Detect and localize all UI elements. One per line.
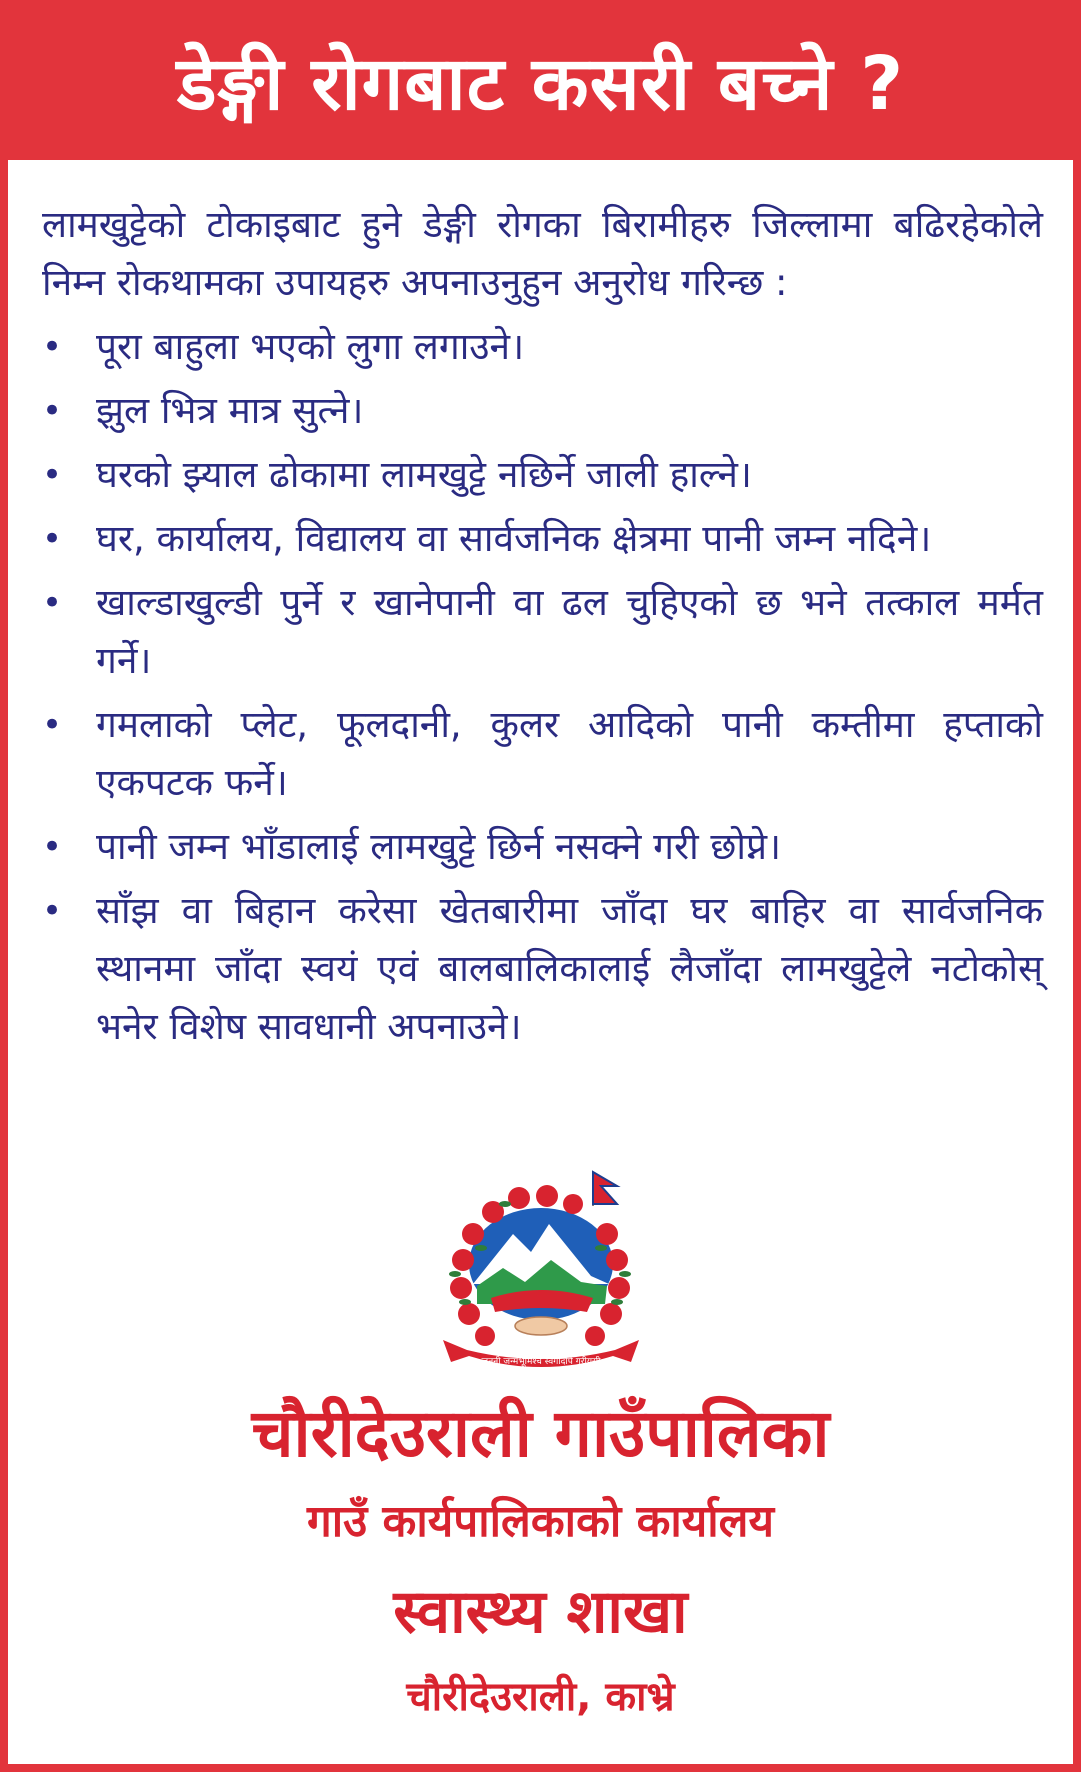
notice-intro: लामखुट्टेको टोकाइबाट हुने डेङ्गी रोगका बिरामीहरु जिल्लामा बढिरहेकोले निम्न रोकथामका उपायहरु अपनाउनुहुन अनुरोध गरिन्छ :: [42, 203, 1043, 304]
notice-panel: [8, 160, 1073, 1764]
tip-item: [42, 382, 1043, 440]
tip-item: [42, 882, 1043, 1056]
organization-block: [8, 1386, 1073, 1732]
emblem-container: [8, 1164, 1073, 1384]
tip-item: [42, 510, 1043, 568]
tips-list: [42, 318, 1043, 1056]
emblem-motto: जननी जन्मभूमिश्च स्वर्गादपि गरीयसी: [481, 1357, 600, 1367]
bullet-icon: •: [42, 455, 63, 495]
poster-header: [8, 0, 1073, 160]
bullet-icon: •: [42, 583, 63, 623]
tip-item: [42, 696, 1043, 812]
nepal-emblem-icon: [421, 1164, 661, 1384]
tip-text: घरको झ्याल ढोकामा लामखुट्टे नछिर्ने जाली हाल्ने।: [96, 453, 752, 496]
tip-text: घर, कार्यालय, विद्यालय वा सार्वजनिक क्षेत्रमा पानी जम्न नदिने।: [96, 517, 932, 560]
bullet-icon: •: [42, 891, 63, 931]
tip-text: पूरा बाहुला भएको लुगा लगाउने।: [96, 325, 525, 368]
tip-item: [42, 574, 1043, 690]
branch-name: स्वास्थ्य शाखा: [393, 1577, 688, 1647]
poster-title: डेङ्गी रोगबाट कसरी बच्ने ?: [176, 40, 905, 127]
tip-text: गमलाको प्लेट, फूलदानी, कुलर आदिको पानी कम्तीमा हप्ताको एकपटक फर्ने।: [96, 703, 1043, 804]
tip-text: खाल्डाखुल्डी पुर्ने र खानेपानी वा ढल चुहिएको छ भने तत्काल मर्मत गर्ने।: [96, 581, 1043, 682]
office-name: गाउँ कार्यपालिकाको कार्यालय: [306, 1496, 775, 1547]
bullet-icon: •: [42, 327, 63, 367]
tip-text: पानी जम्न भाँडालाई लामखुट्टे छिर्न नसक्ने गरी छोप्ने।: [96, 825, 782, 868]
handshake-icon: [515, 1317, 567, 1335]
flag-icon: [593, 1172, 617, 1204]
bullet-icon: •: [42, 391, 63, 431]
tip-item: [42, 818, 1043, 876]
bullet-icon: •: [42, 827, 63, 867]
location-name: चौरीदेउराली, काभ्रे: [406, 1674, 675, 1720]
bullet-icon: •: [42, 519, 63, 559]
org-name: चौरीदेउराली गाउँपालिका: [251, 1395, 830, 1472]
tip-item: [42, 446, 1043, 504]
tip-item: [42, 318, 1043, 376]
tip-text: साँझ वा बिहान करेसा खेतबारीमा जाँदा घर बाहिर वा सार्वजनिक स्थानमा जाँदा स्वयं एवं बालबालिकालाई लैजाँदा लामखुट्टेले नटोकोस् भनेर विशेष सावधानी अपनाउने।: [96, 889, 1043, 1048]
tip-text: झुल भित्र मात्र सुत्ने।: [96, 389, 364, 432]
bullet-icon: •: [42, 705, 63, 745]
